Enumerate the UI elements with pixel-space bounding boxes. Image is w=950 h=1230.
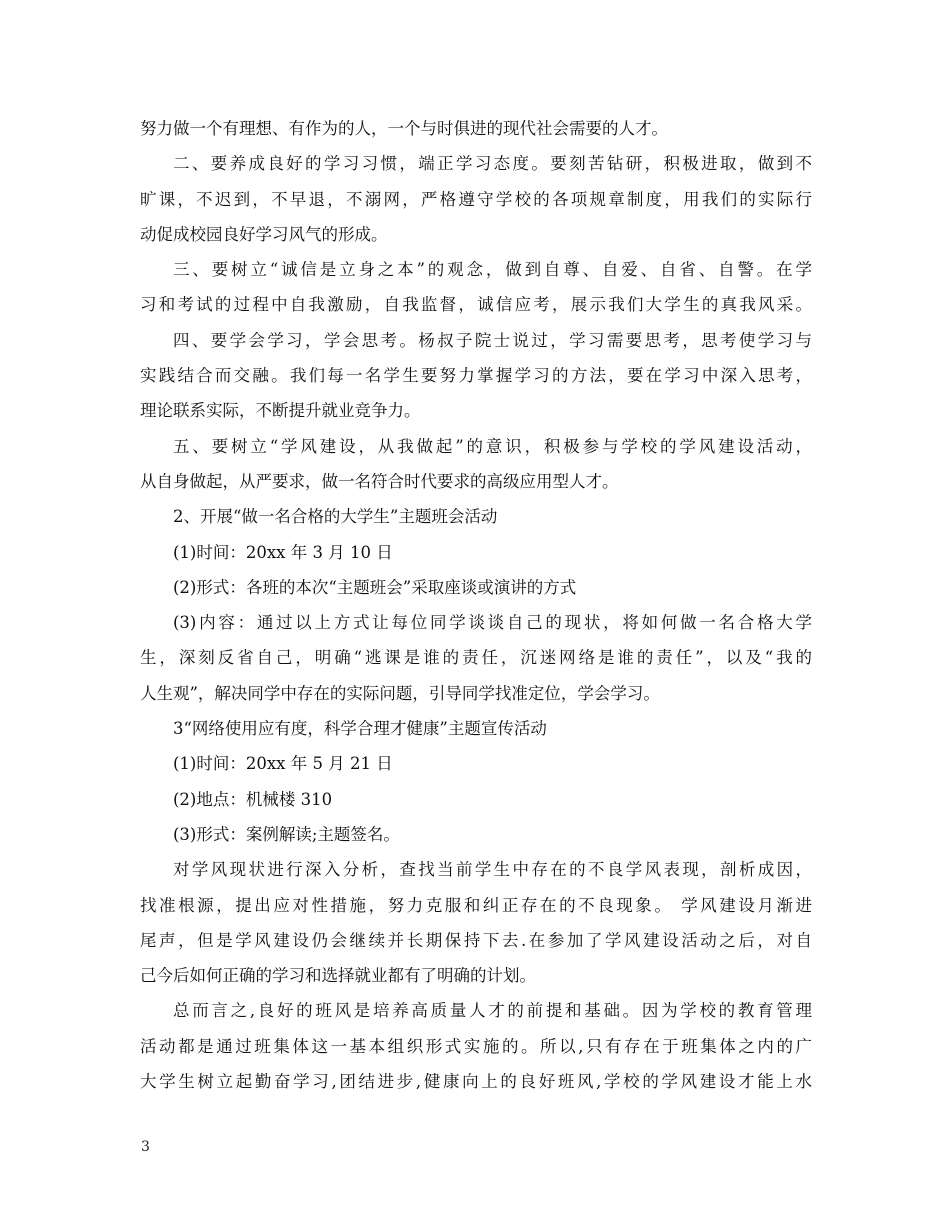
text-line: 努力做一个有理想、有作为的人，一个与时俱进的现代社会需要的人才。: [140, 119, 668, 138]
text-line: (3)内容：通过以上方式让每位同学谈谈自己的现状，将如何做一名合格大学: [173, 613, 812, 633]
text-line: 生，深刻反省自己，明确“逃课是谁的责任，沉迷网络是谁的责任”，以及“我的: [140, 648, 812, 668]
text-line: (2)地点：机械楼 310: [173, 789, 333, 809]
text-line: 找准根源，提出应对性措施，努力克服和纠正存在的不良现象。 学风建设月渐进: [140, 895, 812, 915]
text-line: 五、要树立“学风建设，从我做起”的意识，积极参与学校的学风建设活动，: [173, 436, 812, 456]
text-line: 大学生树立起勤奋学习,团结进步,健康向上的良好班风,学校的学风建设才能上水: [140, 1072, 812, 1092]
text-line: 总而言之,良好的班风是培养高质量人才的前提和基础。因为学校的教育管理: [173, 1001, 812, 1021]
text-line: (3)形式：案例解读;主题签名。: [173, 824, 400, 844]
text-line: 理论联系实际，不断提升就业竞争力。: [140, 401, 421, 421]
document-body: [140, 111, 812, 1099]
text-line: (1)时间：20xx 年 5 月 21 日: [173, 754, 393, 774]
text-line: (2)形式：各班的本次“主题班会”采取座谈或演讲的方式: [173, 577, 577, 597]
text-line: 旷课，不迟到，不早退，不溺网，严格遵守学校的各项规章制度，用我们的实际行: [140, 189, 812, 209]
text-line: 从自身做起，从严要求，做一名符合时代要求的高级应用型人才。: [140, 471, 619, 491]
text-line: 习和考试的过程中自我激励，自我监督，诚信应考，展示我们大学生的真我风采。: [140, 295, 812, 315]
section-heading: 3“网络使用应有度，科学合理才健康”主题宣传活动: [173, 719, 547, 739]
text-line: 四、要学会学习，学会思考。杨叔子院士说过，学习需要思考，思考使学习与: [173, 330, 812, 350]
text-line: 己今后如何正确的学习和选择就业都有了明确的计划。: [140, 966, 536, 986]
text-line: 三、要树立“诚信是立身之本”的观念，做到自尊、自爱、自省、自警。在学: [173, 260, 812, 280]
section-heading: 2、开展“做一名合格的大学生”主题班会活动: [173, 507, 498, 527]
text-line: 二、要养成良好的学习习惯，端正学习态度。要刻苦钻研，积极进取，做到不: [173, 154, 812, 174]
text-line: 活动都是通过班集体这一基本组织形式实施的。所以,只有存在于班集体之内的广: [140, 1036, 812, 1056]
text-line: 人生观”，解决同学中存在的实际问题，引导同学找准定位，学会学习。: [140, 683, 660, 703]
text-line: 动促成校园良好学习风气的形成。: [140, 224, 388, 244]
text-line: 尾声，但是学风建设仍会继续并长期保持下去.在参加了学风建设活动之后，对自: [140, 930, 812, 950]
page-number: 3: [141, 1139, 150, 1155]
text-line: (1)时间：20xx 年 3 月 10 日: [173, 542, 393, 562]
text-line: 实践结合而交融。我们每一名学生要努力掌握学习的方法，要在学习中深入思考，: [140, 366, 812, 386]
text-line: 对学风现状进行深入分析，查找当前学生中存在的不良学风表现，剖析成因，: [173, 860, 812, 880]
